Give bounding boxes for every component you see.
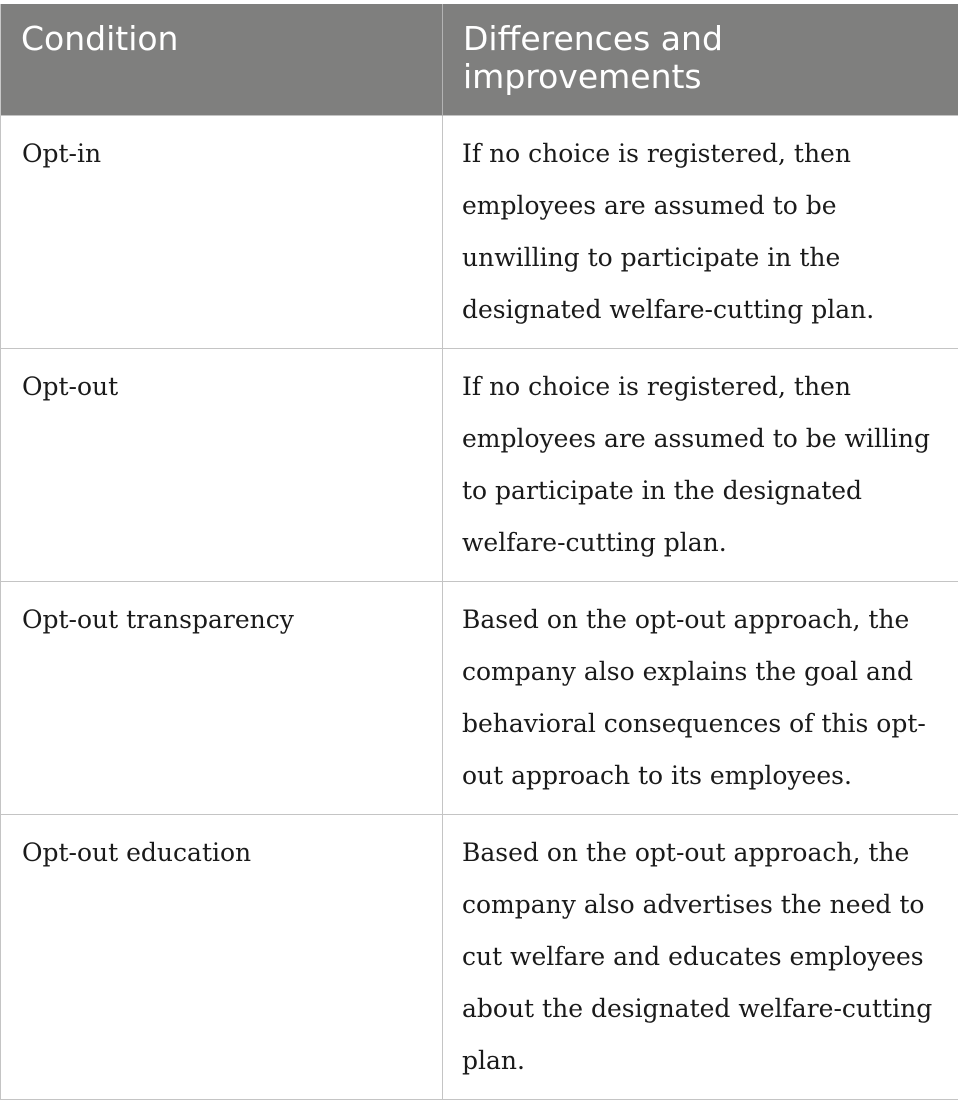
conditions-table <box>0 4 958 1100</box>
header-differences: Differences and improvements <box>443 4 958 116</box>
description-cell: If no choice is registered, then employees are assumed to be willing to participate in the designated welfare-cutting plan. <box>443 349 958 582</box>
condition-cell: Opt-out education <box>1 815 443 1100</box>
description-cell: Based on the opt-out approach, the company also explains the goal and behavioral consequences of this opt-out approach to its employees. <box>443 582 958 815</box>
description-cell: Based on the opt-out approach, the company also advertises the need to cut welfare and educates employees about the designated welfare-cutting plan. <box>443 815 958 1100</box>
condition-cell: Opt-in <box>1 116 443 349</box>
condition-cell: Opt-out <box>1 349 443 582</box>
description-cell: If no choice is registered, then employees are assumed to be unwilling to participate in the designated welfare-cutting plan. <box>443 116 958 349</box>
table-header-row <box>1 4 958 116</box>
condition-cell: Opt-out transparency <box>1 582 443 815</box>
table-row <box>1 116 958 349</box>
table-row <box>1 349 958 582</box>
table-row <box>1 815 958 1100</box>
table-row <box>1 582 958 815</box>
header-condition: Condition <box>1 4 443 116</box>
